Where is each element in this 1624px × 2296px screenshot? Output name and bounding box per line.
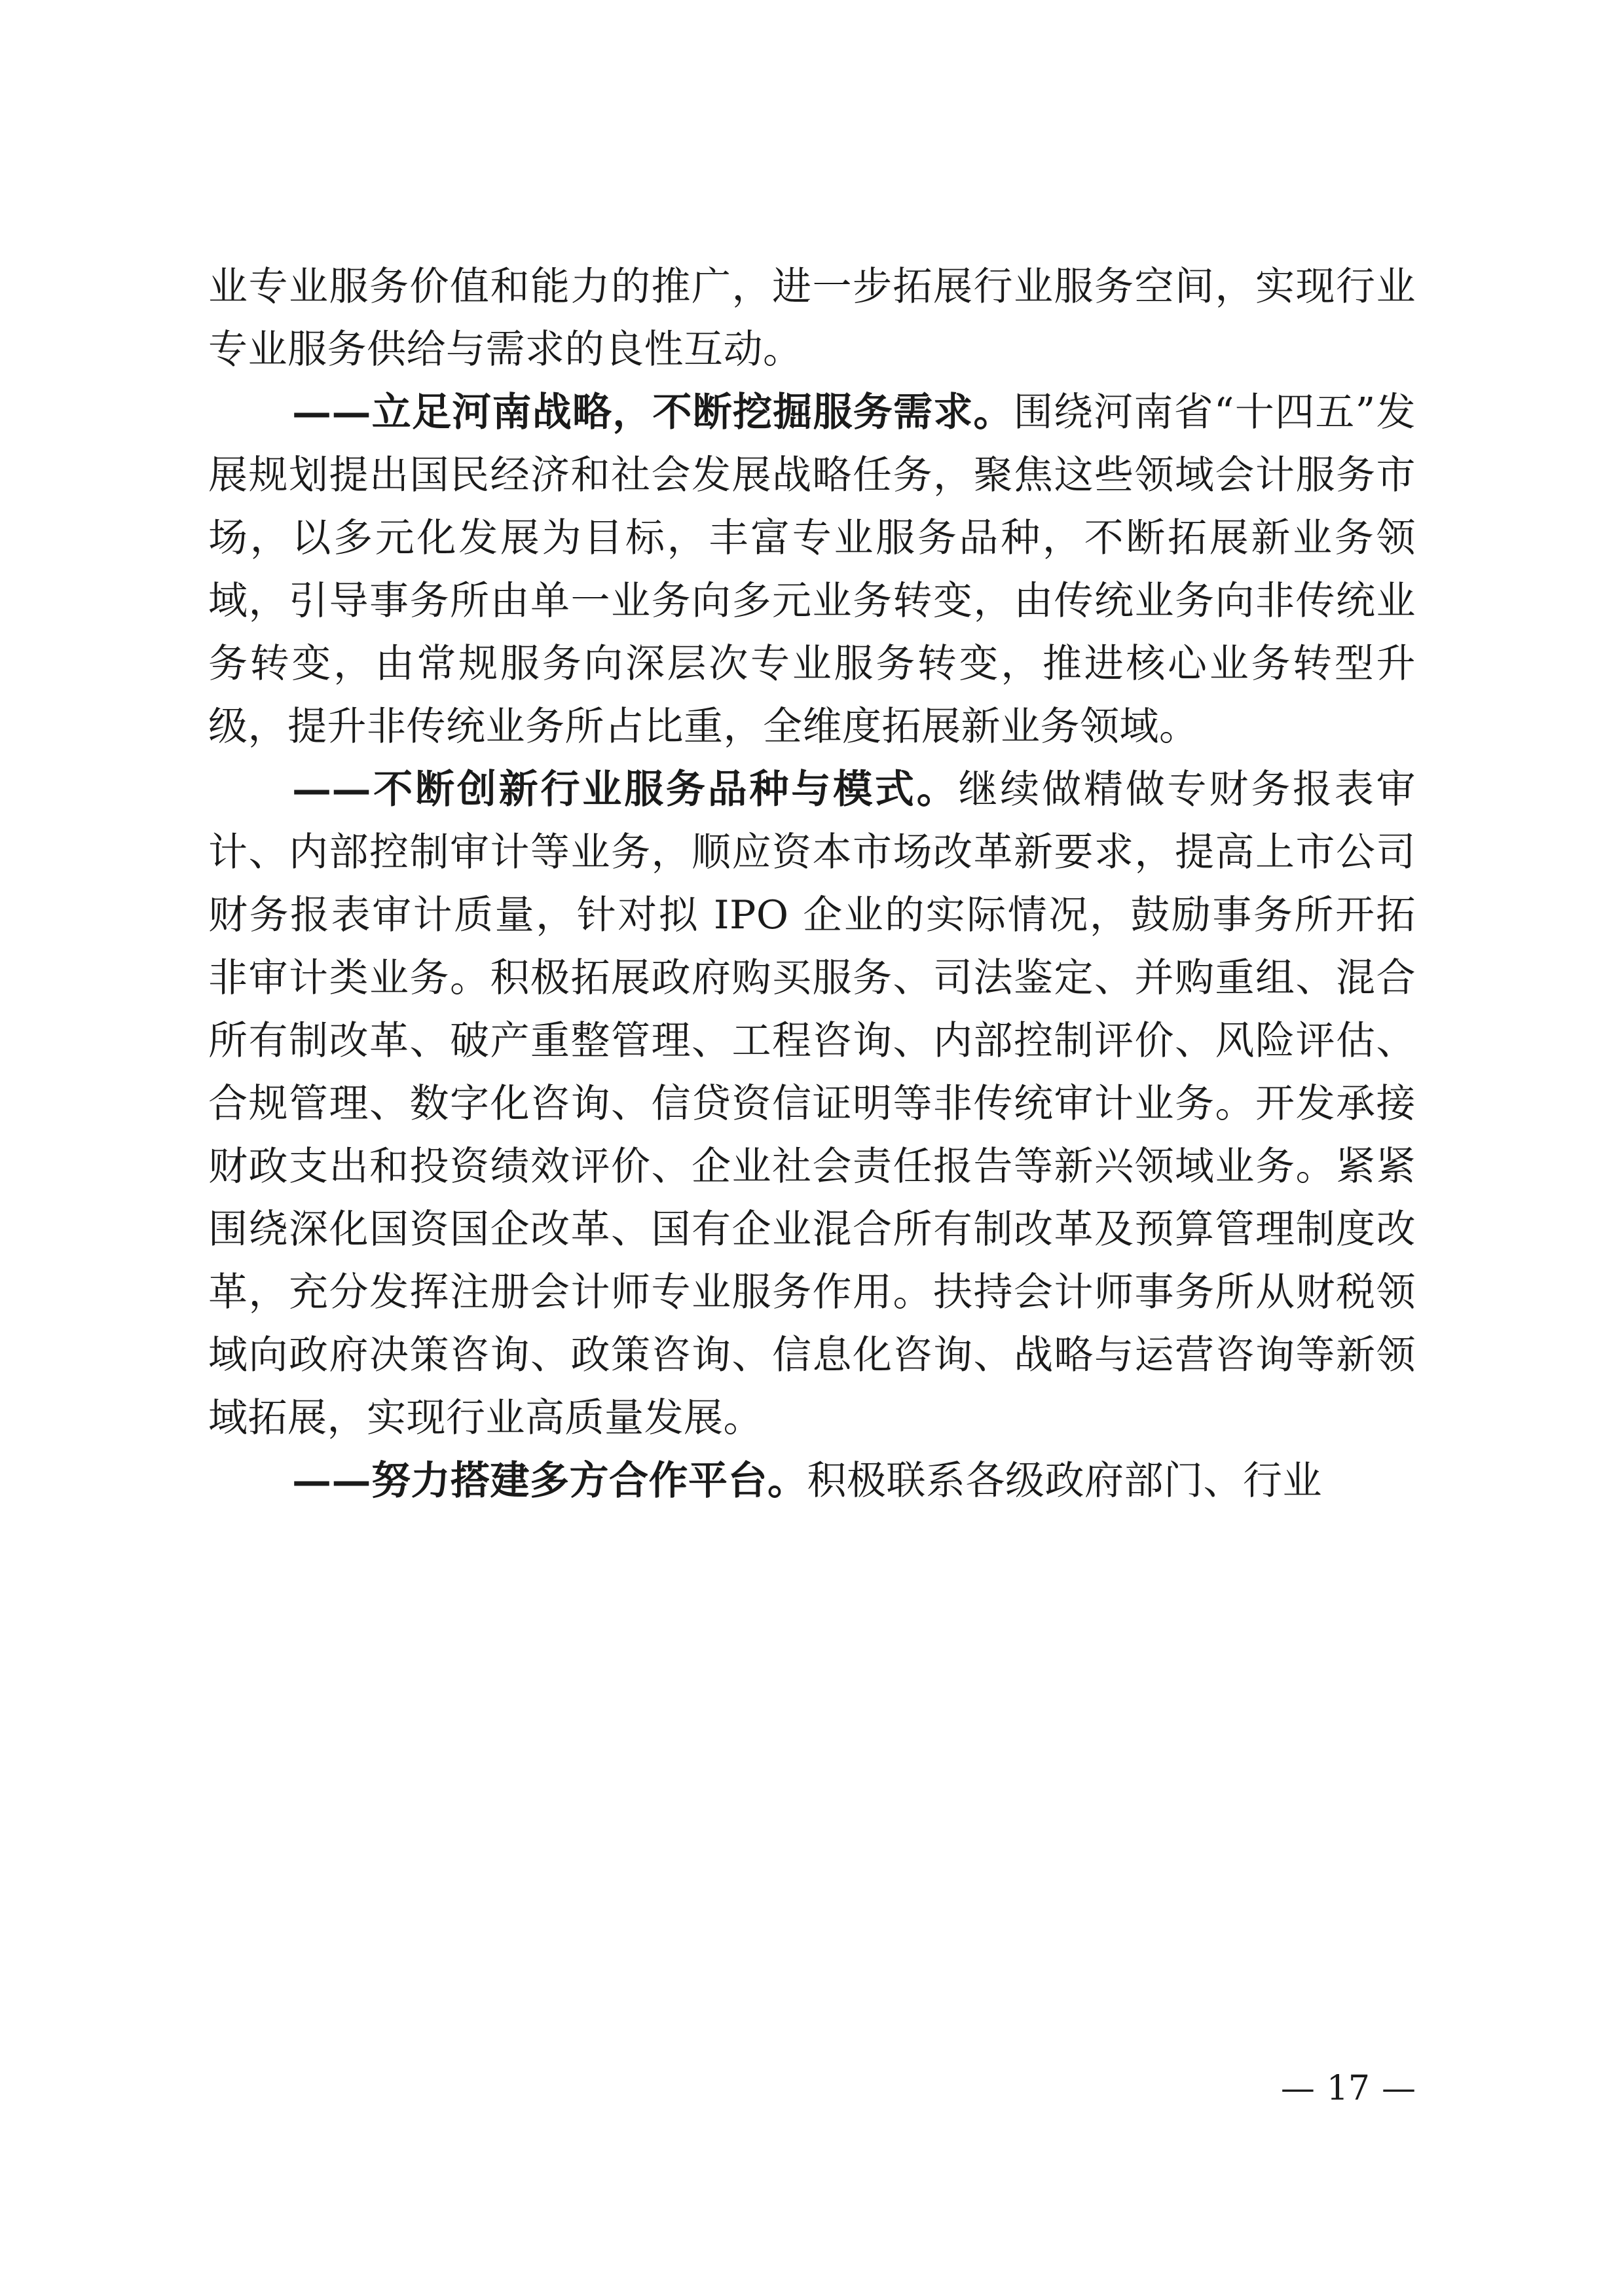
paragraph-3	[208, 758, 1416, 1449]
footer-dash-right: —	[1382, 2069, 1416, 2108]
paragraph-1-text: 业专业服务价值和能力的推广，进一步拓展行业服务空间，实现行业专业服务供给与需求的良性互动。	[208, 264, 1416, 373]
page-number: 17	[1326, 2069, 1370, 2108]
paragraph-1	[208, 255, 1416, 381]
page-footer-inner	[1281, 2069, 1416, 2108]
paragraph-4-text: 积极联系各级政府部门、行业	[807, 1458, 1322, 1504]
footer-dash-left: —	[1280, 2069, 1315, 2108]
paragraph-4	[208, 1449, 1416, 1512]
paragraph-2-text: 围绕河南省“十四五”发展规划提出国民经济和社会发展战略任务，聚焦这些领域会计服务市场，以多元化发展为目标，丰富专业服务品种，不断拓展新业务领域，引导事务所由单一业务向多元业务转变，由传统业务向非传统业务转变，由常规服务向深层次专业服务转变，推进核心业务转型升级，提升非传统业务所占比重，全维度拓展新业务领域。	[208, 390, 1416, 750]
paragraph-3-text: 继续做精做专财务报表审计、内部控制审计等业务，顺应资本市场改革新要求，提高上市公司财务报表审计质量，针对拟 IPO 企业的实际情况，鼓励事务所开拓非审计类业务。积极拓展政府购买服务、司法鉴定、并购重组、混合所有制改革、破产重整管理、工程咨询、内部控制评价、风险评估、合规管理、数字化咨询、信贷资信证明等非传统审计业务。开发承接财政支出和投资绩效评价、企业社会责任报告等新兴领域业务。紧紧围绕深化国资国企改革、国有企业混合所有制改革及预算管理制度改革，充分发挥注册会计师专业服务作用。扶持会计师事务所从财税领域向政府决策咨询、政策咨询、信息化咨询、战略与运营咨询等新领域拓展，实现行业高质量发展。	[208, 767, 1416, 1441]
document-body	[208, 255, 1416, 1512]
paragraph-2	[208, 381, 1416, 758]
paragraph-4-lead: ——努力搭建多方合作平台。	[292, 1458, 807, 1504]
paragraph-2-lead: ——立足河南战略，不断挖掘服务需求。	[292, 390, 1014, 435]
paragraph-3-lead: ——不断创新行业服务品种与模式。	[292, 767, 959, 812]
